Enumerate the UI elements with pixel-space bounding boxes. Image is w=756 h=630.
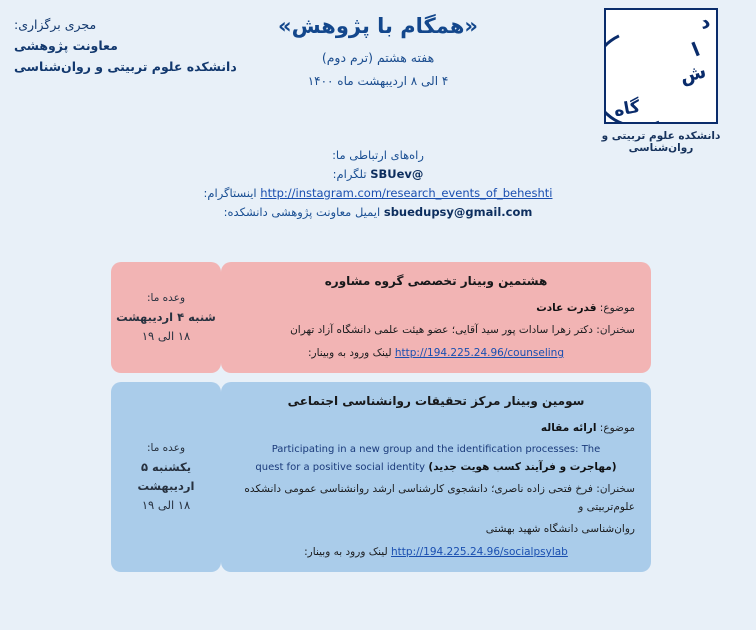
session-1-webinar-link[interactable]: http://194.225.24.96/counseling xyxy=(394,347,564,359)
contact-title: راه‌های ارتباطی ما: xyxy=(332,148,424,162)
contact-row-telegram xyxy=(0,165,756,184)
session-1-speaker-value: دکتر زهرا سادات پور سید آقایی؛ عضو هیئت علمی دانشگاه آزاد تهران xyxy=(290,324,593,336)
session-2-topic-en-line1: Participating in a new group and the identification processes: The xyxy=(271,444,601,455)
telegram-label: تلگرام: xyxy=(332,167,367,181)
session-2-link-label: لینک ورود به وبینار: xyxy=(304,546,388,558)
logo-calligraphy xyxy=(606,10,716,122)
session-1-link-label: لینک ورود به وبینار: xyxy=(308,347,392,359)
instagram-link[interactable]: http://instagram.com/research_events_of_beheshti xyxy=(260,186,553,200)
session-1-when xyxy=(111,262,221,373)
session-2-speaker xyxy=(237,480,635,516)
poster-header xyxy=(0,0,756,154)
session-1-speaker-label: سخنران: xyxy=(596,324,635,336)
page-subtitle: هفته هشتم (ترم دوم) xyxy=(321,50,435,65)
session-card-1 xyxy=(0,262,756,373)
organizer-label: مجری برگزاری: xyxy=(14,17,97,32)
session-card-2 xyxy=(0,382,756,572)
session-1-when-label: وعده ما: xyxy=(146,292,186,304)
session-1-link-row xyxy=(237,347,635,359)
telegram-handle[interactable]: @SBUev xyxy=(370,167,424,181)
organizer-name: معاونت پژوهشی xyxy=(14,38,118,53)
session-2-topic xyxy=(237,419,635,437)
session-1-topic xyxy=(237,299,635,317)
session-2-topic-en-line2: quest for a positive social identity xyxy=(255,462,426,473)
session-2-when xyxy=(111,382,221,572)
organizer-block xyxy=(14,14,237,77)
session-2-speaker-line2: روان‌شناسی دانشگاه شهید بهشتی xyxy=(485,523,635,535)
session-2-link-row xyxy=(237,546,635,558)
session-1-topic-value: قدرت عادت xyxy=(536,302,597,314)
contact-row-instagram xyxy=(0,184,756,203)
university-logo-block xyxy=(576,8,746,154)
session-2-speaker-value-line1: فرخ فتحی زاده ناصری؛ دانشجوی کارشناسی ارشد روانشناسی عمومی دانشکده علوم‌تربیتی و xyxy=(244,483,635,513)
event-date-range: ۴ الی ۸ اردیبهشت ماه ۱۴۰۰ xyxy=(307,74,449,88)
sessions-list xyxy=(0,262,756,581)
session-2-topic-value: ارائه مقاله xyxy=(540,422,597,434)
university-logo-icon xyxy=(604,8,718,124)
session-1-topic-label: موضوع: xyxy=(599,302,635,314)
faculty-name-caption: دانشکده علوم تربیتی و روان‌شناسی xyxy=(601,130,721,154)
session-2-topic-label: موضوع: xyxy=(599,422,635,434)
session-2-when-time: ۱۸ الی ۱۹ xyxy=(141,498,191,512)
instagram-label: اینستاگرام: xyxy=(203,186,257,200)
email-label: ایمیل معاونت پژوهشی دانشکده: xyxy=(223,205,381,219)
session-2-topic-mixed-line xyxy=(237,458,635,476)
session-2-title: سومین وبینار مرکز تحقیقات روانشناسی اجتماعی xyxy=(287,394,585,408)
page-title: «همگام با پژوهش» xyxy=(278,14,478,38)
session-1-when-time: ۱۸ الی ۱۹ xyxy=(141,329,191,343)
logo-glyph-2: ا xyxy=(689,38,704,62)
session-1-body xyxy=(221,262,651,373)
organizer-faculty: دانشکده علوم تربیتی و روان‌شناسی xyxy=(14,59,237,74)
session-2-webinar-link[interactable]: http://194.225.24.96/socialpsylab xyxy=(391,546,568,558)
session-2-speaker-label: سخنران: xyxy=(596,483,635,495)
session-1-when-date: شنبه ۴ اردیبهشت xyxy=(116,310,216,324)
logo-glyph-3: ش xyxy=(677,60,709,88)
session-2-topic-fa: (مهاجرت و فرآیند کسب هویت جدید) xyxy=(428,461,617,473)
session-2-when-label: وعده ما: xyxy=(146,442,186,454)
session-2-body xyxy=(221,382,651,572)
email-address[interactable]: sbuedupsy@gmail.com xyxy=(383,205,533,219)
logo-glyph-1: د xyxy=(696,10,714,34)
contact-row-email xyxy=(0,203,756,222)
session-1-speaker xyxy=(237,321,635,339)
session-1-title: هشتمین وبینار تخصصی گروه مشاوره xyxy=(324,274,548,288)
session-2-when-date: یکشنبه ۵ اردیبهشت xyxy=(137,460,195,493)
contact-block xyxy=(0,146,756,222)
logo-glyph-4: گاه xyxy=(612,96,642,122)
